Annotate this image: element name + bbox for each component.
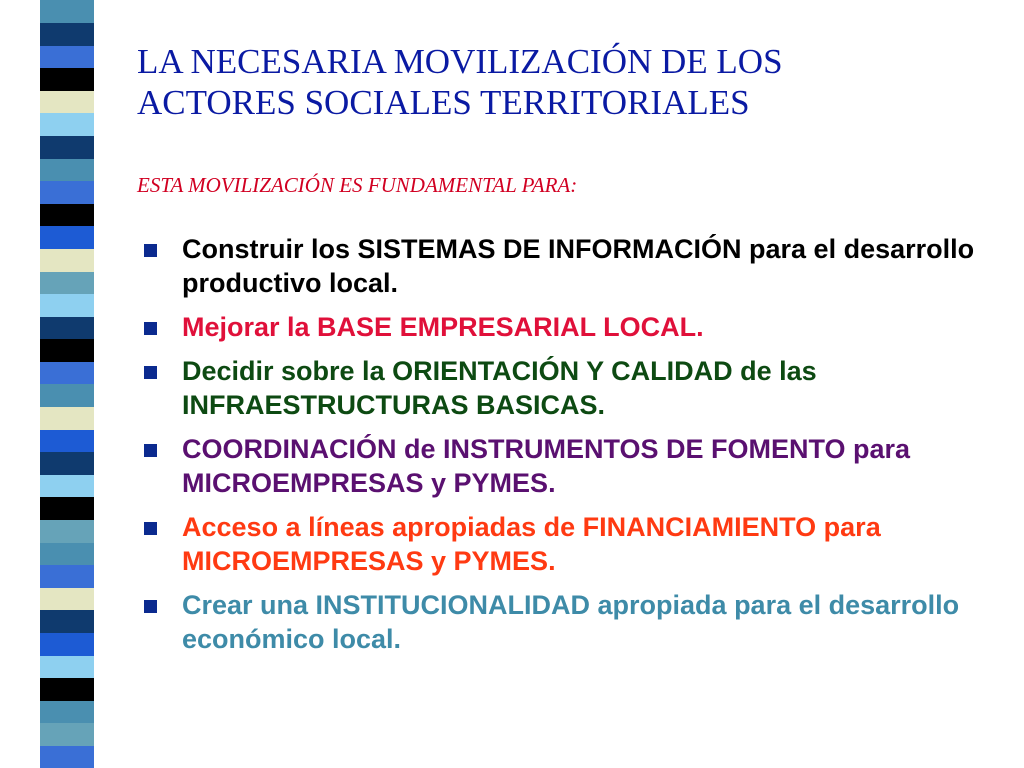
- decorative-stripe: [40, 203, 94, 226]
- decorative-stripe: [40, 745, 94, 768]
- decorative-stripe: [40, 474, 94, 497]
- decorative-stripe: [40, 23, 94, 46]
- decorative-stripe: [40, 542, 94, 565]
- decorative-stripe: [40, 384, 94, 407]
- decorative-stripe: [40, 181, 94, 204]
- decorative-stripe: [40, 587, 94, 610]
- bullet-item: [144, 432, 1004, 500]
- decorative-stripe: [40, 700, 94, 723]
- bullet-list: [144, 232, 1004, 666]
- decorative-stripe: [40, 294, 94, 317]
- bullet-text: Mejorar la BASE EMPRESARIAL LOCAL.: [182, 312, 704, 342]
- decorative-stripe: [40, 226, 94, 249]
- decorative-stripe: [40, 271, 94, 294]
- square-bullet-icon: [144, 322, 157, 335]
- decorative-stripe: [40, 407, 94, 430]
- decorative-stripe: [40, 610, 94, 633]
- decorative-stripe: [40, 678, 94, 701]
- decorative-stripe: [40, 316, 94, 339]
- decorative-stripe: [40, 68, 94, 91]
- slide-title-line-2: ACTORES SOCIALES TERRITORIALES: [137, 83, 750, 122]
- decorative-stripe: [40, 0, 94, 23]
- decorative-stripe: [40, 497, 94, 520]
- decorative-stripe: [40, 158, 94, 181]
- bullet-item: [144, 588, 1004, 656]
- bullet-text: Construir los SISTEMAS DE INFORMACIÓN para el desarrollo productivo local.: [182, 234, 975, 298]
- decorative-stripe: [40, 113, 94, 136]
- decorative-stripe: [40, 248, 94, 271]
- decorative-stripe-bar: [0, 0, 118, 768]
- decorative-stripe: [40, 90, 94, 113]
- bullet-text: Decidir sobre la ORIENTACIÓN Y CALIDAD de las INFRAESTRUCTURAS BASICAS.: [182, 356, 817, 420]
- decorative-stripe: [40, 723, 94, 746]
- square-bullet-icon: [144, 366, 157, 379]
- decorative-stripe: [40, 136, 94, 159]
- bullet-item: [144, 510, 1004, 578]
- bullet-item: [144, 310, 1004, 344]
- decorative-stripe: [40, 655, 94, 678]
- bullet-text: Crear una INSTITUCIONALIDAD apropiada para el desarrollo económico local.: [182, 590, 960, 654]
- decorative-stripe: [40, 339, 94, 362]
- bullet-text: COORDINACIÓN de INSTRUMENTOS DE FOMENTO para MICROEMPRESAS y PYMES.: [182, 434, 911, 498]
- square-bullet-icon: [144, 600, 157, 613]
- decorative-stripe: [40, 632, 94, 655]
- decorative-stripe: [40, 361, 94, 384]
- decorative-stripe: [40, 45, 94, 68]
- slide-title: [137, 41, 997, 123]
- decorative-stripe: [40, 452, 94, 475]
- bullet-text: Acceso a líneas apropiadas de FINANCIAMIENTO para MICROEMPRESAS y PYMES.: [182, 512, 881, 576]
- stripe-bar-edge: [94, 0, 118, 768]
- square-bullet-icon: [144, 522, 157, 535]
- decorative-stripe: [40, 565, 94, 588]
- square-bullet-icon: [144, 244, 157, 257]
- slide-title-line-1: LA NECESARIA MOVILIZACIÓN DE LOS: [137, 42, 783, 81]
- bullet-item: [144, 354, 1004, 422]
- bullet-item: [144, 232, 1004, 300]
- slide-subtitle: ESTA MOVILIZACIÓN ES FUNDAMENTAL PARA:: [137, 173, 578, 197]
- square-bullet-icon: [144, 444, 157, 457]
- decorative-stripe: [40, 429, 94, 452]
- decorative-stripe: [40, 520, 94, 543]
